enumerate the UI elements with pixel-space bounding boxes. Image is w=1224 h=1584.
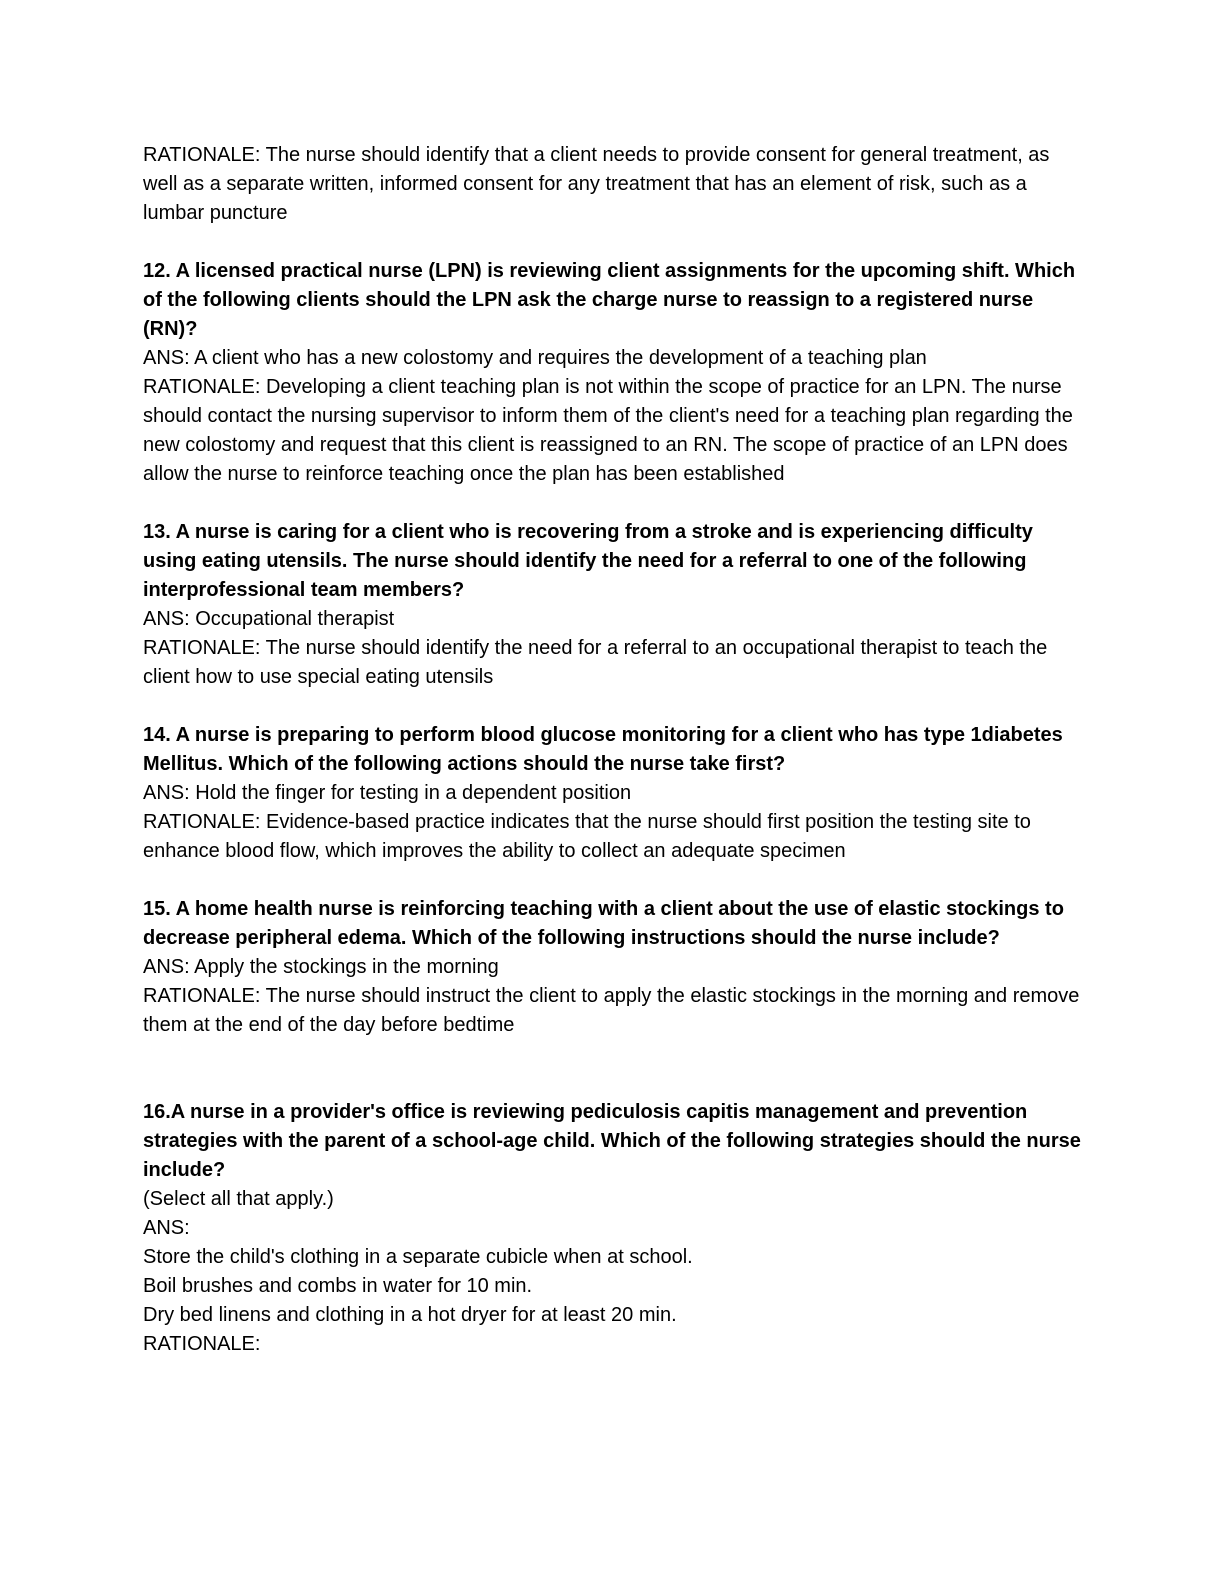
- answer-label: ANS:: [143, 1217, 190, 1239]
- answer-item: Store the child's clothing in a separate cubicle when at school.: [143, 1246, 693, 1268]
- answer-text: ANS: Apply the stockings in the morning: [143, 956, 499, 978]
- question-block-13: [143, 518, 1083, 692]
- question-text: 15. A home health nurse is reinforcing teaching with a client about the use of elastic stockings to decrease peripheral edema. Which of the following instructions should the nurse include?: [143, 898, 1064, 949]
- spacer: [143, 489, 1083, 518]
- answer-text: ANS: Hold the finger for testing in a dependent position: [143, 782, 632, 804]
- rationale-label: RATIONALE:: [143, 1333, 261, 1355]
- spacer: [143, 692, 1083, 721]
- question-block-15: [143, 895, 1083, 1040]
- answer-item: Boil brushes and combs in water for 10 min.: [143, 1275, 533, 1297]
- answer-item: Dry bed linens and clothing in a hot dryer for at least 20 min.: [143, 1304, 677, 1326]
- spacer: [143, 228, 1083, 257]
- answer-text: ANS: Occupational therapist: [143, 608, 395, 630]
- answer-text: ANS: A client who has a new colostomy and requires the development of a teaching plan: [143, 347, 927, 369]
- document-page: [143, 141, 1083, 1359]
- rationale-text: RATIONALE: The nurse should instruct the client to apply the elastic stockings in the morning and remove them at the end of the day before bedtime: [143, 985, 1080, 1036]
- question-block-14: [143, 721, 1083, 866]
- question-text: 13. A nurse is caring for a client who is recovering from a stroke and is experiencing difficulty using eating utensils. The nurse should identify the need for a referral to one of the following interprofessional team members?: [143, 521, 1033, 601]
- question-text: 12. A licensed practical nurse (LPN) is reviewing client assignments for the upcoming shift. Which of the following clients should the LPN ask the charge nurse to reassign to a registered nurse (RN)?: [143, 260, 1076, 340]
- question-block-16: [143, 1098, 1083, 1359]
- select-all-instruction: (Select all that apply.): [143, 1188, 334, 1210]
- spacer: [143, 866, 1083, 895]
- intro-rationale: RATIONALE: The nurse should identify that a client needs to provide consent for general treatment, as well as a separate written, informed consent for any treatment that has an element of risk, such as a lumbar puncture: [143, 144, 1050, 224]
- question-block-12: [143, 257, 1083, 489]
- spacer: [143, 1040, 1083, 1098]
- rationale-text: RATIONALE: The nurse should identify the need for a referral to an occupational therapist to teach the client how to use special eating utensils: [143, 637, 1048, 688]
- question-text: 14. A nurse is preparing to perform blood glucose monitoring for a client who has type 1diabetes Mellitus. Which of the following actions should the nurse take first?: [143, 724, 1063, 775]
- question-text: 16.A nurse in a provider's office is reviewing pediculosis capitis management and prevention strategies with the parent of a school-age child. Which of the following strategies should the nurse include?: [143, 1101, 1081, 1181]
- rationale-text: RATIONALE: Evidence-based practice indicates that the nurse should first position the testing site to enhance blood flow, which improves the ability to collect an adequate specimen: [143, 811, 1031, 862]
- rationale-text: RATIONALE: Developing a client teaching plan is not within the scope of practice for an LPN. The nurse should contact the nursing supervisor to inform them of the client's need for a teaching plan regarding the new colostomy and request that this client is reassigned to an RN. The scope of practice of an LPN does allow the nurse to reinforce teaching once the plan has been established: [143, 376, 1073, 485]
